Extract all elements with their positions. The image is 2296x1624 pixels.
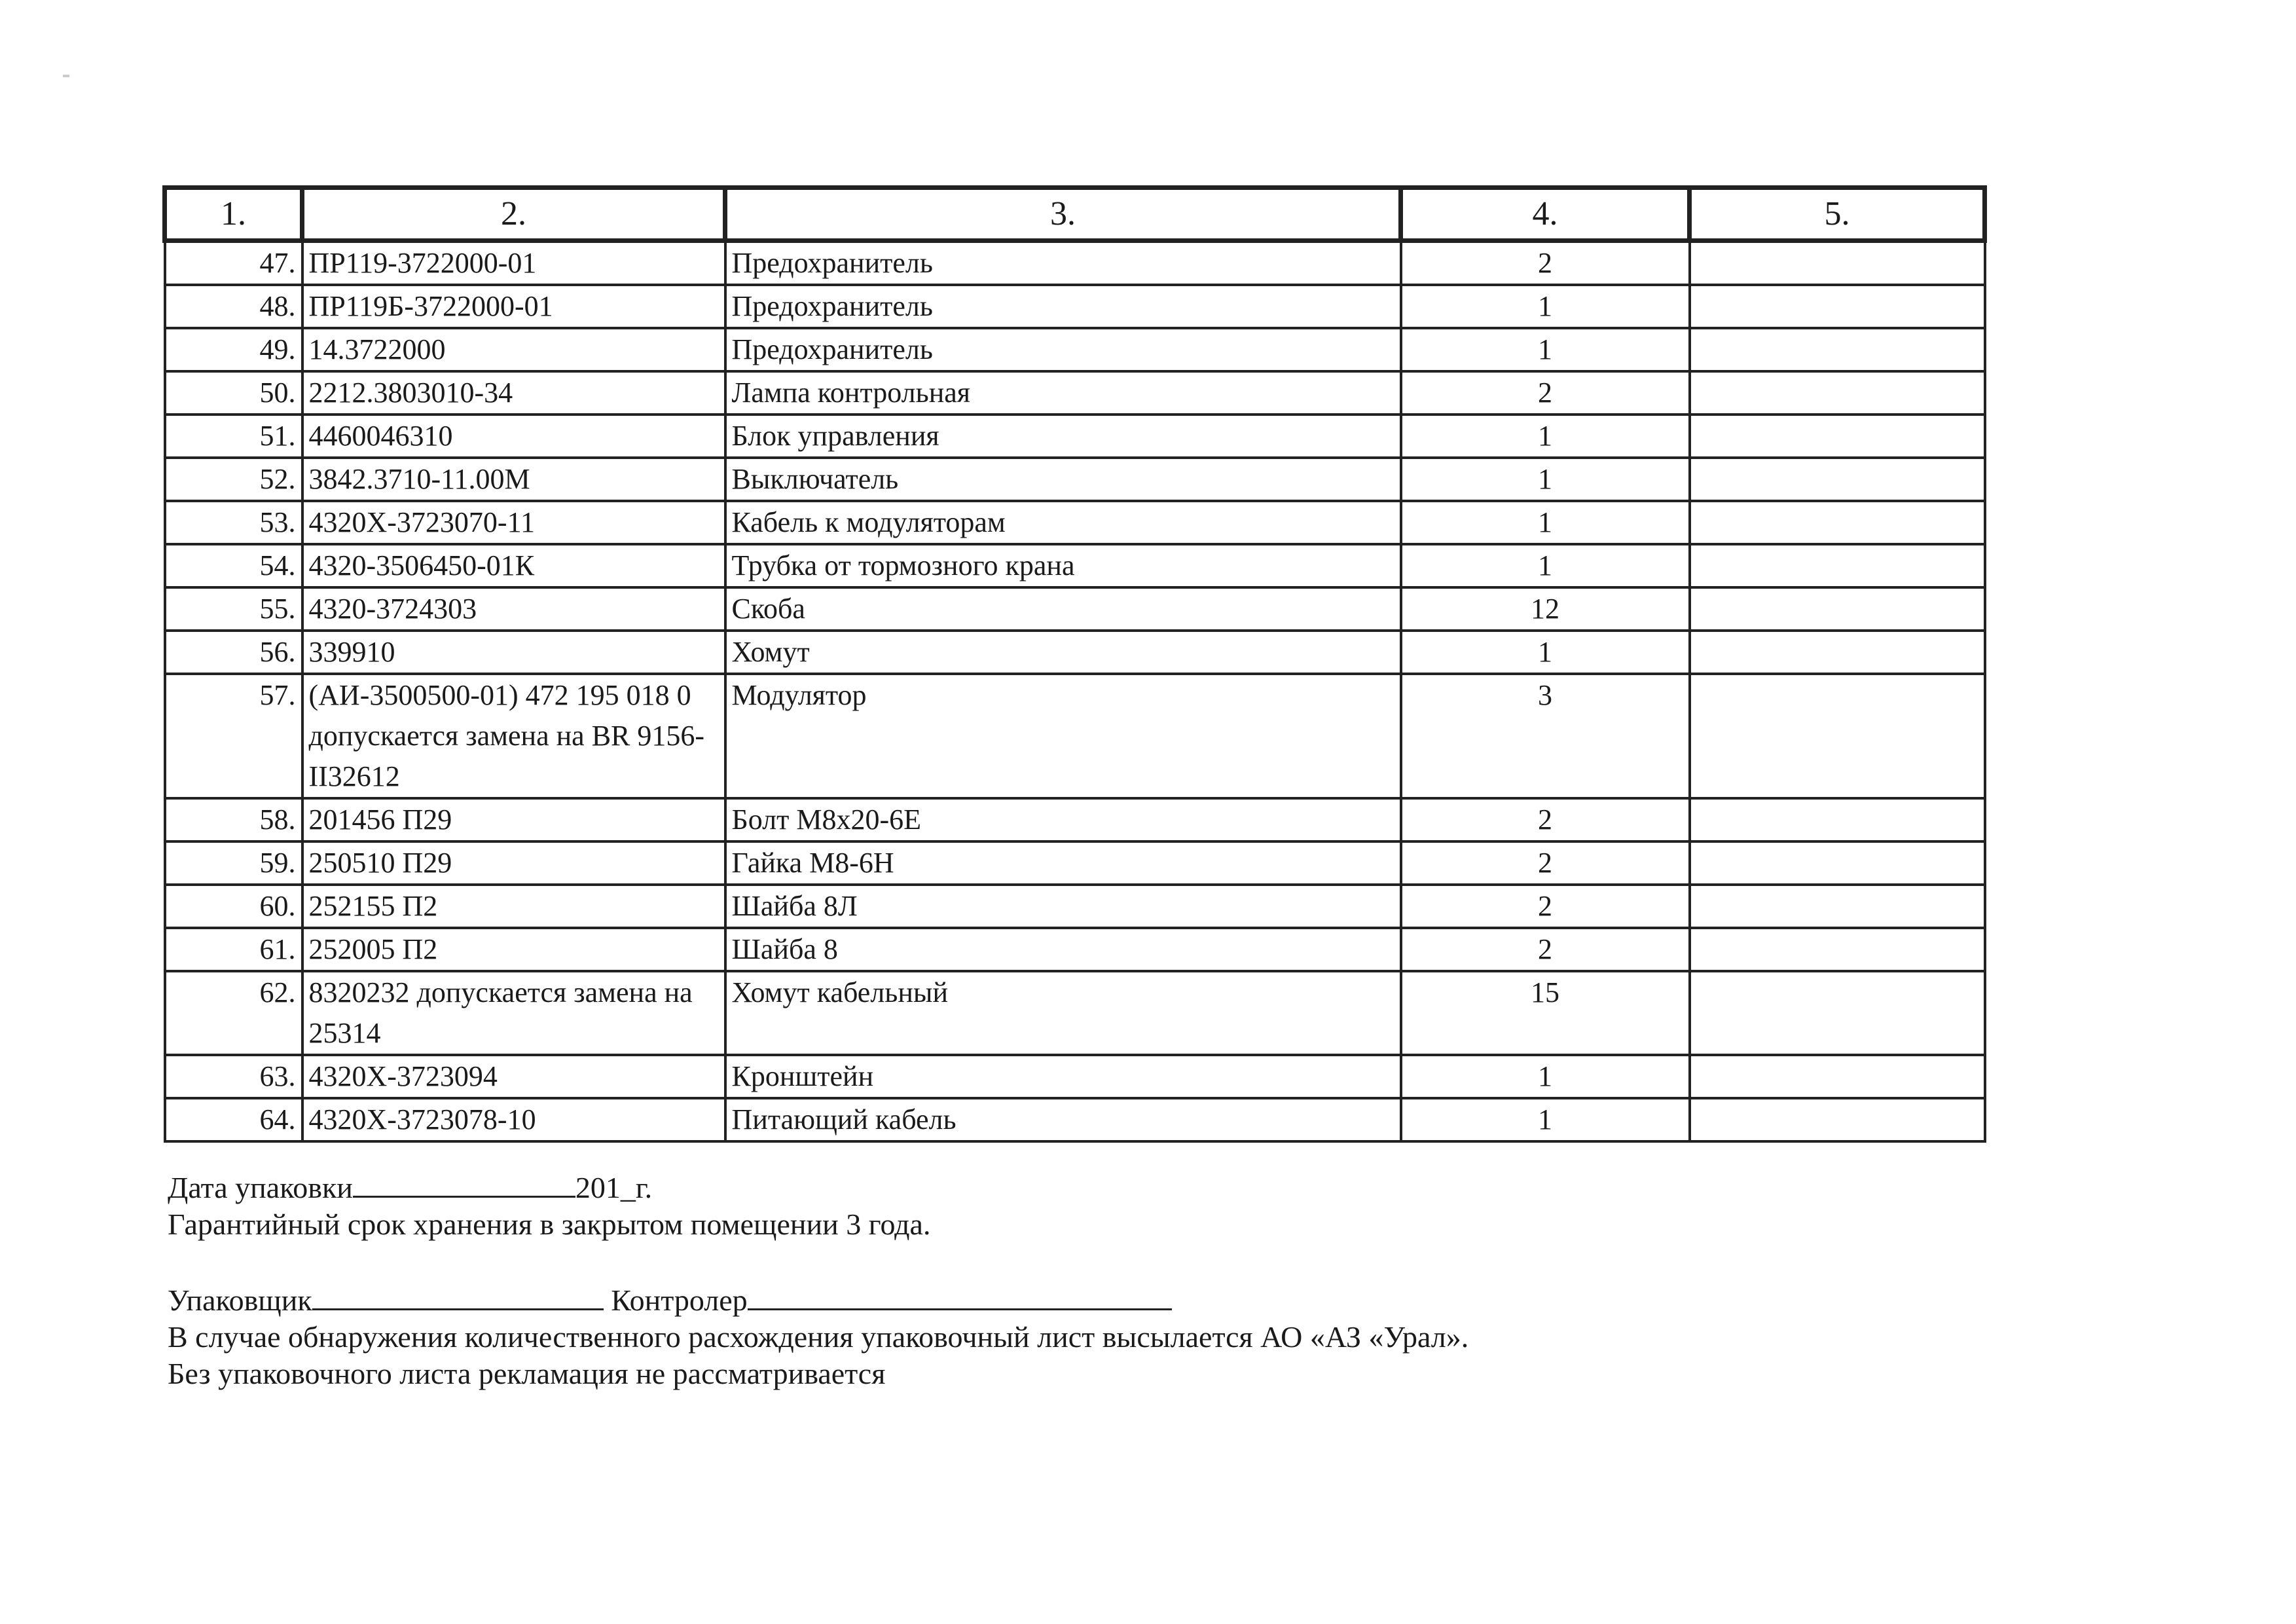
controller-blank — [748, 1280, 1172, 1310]
table-row — [165, 841, 1985, 885]
part-code: 4460046310 — [302, 415, 725, 458]
part-name: Болт М8х20-6Е — [725, 798, 1401, 841]
part-name: Скоба — [725, 587, 1401, 631]
part-name: Лампа контрольная — [725, 371, 1401, 415]
quantity: 2 — [1401, 798, 1690, 841]
table-row — [165, 971, 1985, 1055]
row-number: 48. — [165, 285, 302, 328]
row-number: 51. — [165, 415, 302, 458]
signature-line — [168, 1280, 1468, 1319]
table-row — [165, 328, 1985, 371]
table-row — [165, 501, 1985, 544]
part-code: 4320Х-3723078-10 — [302, 1098, 725, 1141]
notes-cell — [1690, 674, 1985, 798]
quantity: 3 — [1401, 674, 1690, 798]
part-name: Предохранитель — [725, 285, 1401, 328]
table-row — [165, 885, 1985, 928]
quantity: 1 — [1401, 1055, 1690, 1098]
notes-cell — [1690, 328, 1985, 371]
quantity: 1 — [1401, 458, 1690, 501]
table-row — [165, 415, 1985, 458]
quantity: 2 — [1401, 371, 1690, 415]
table-row — [165, 458, 1985, 501]
controller-label: Контролер — [611, 1283, 748, 1317]
notes-cell — [1690, 1055, 1985, 1098]
table-row — [165, 1055, 1985, 1098]
part-name: Шайба 8 — [725, 928, 1401, 971]
part-code: 250510 П29 — [302, 841, 725, 885]
table-row — [165, 674, 1985, 798]
no-list-note: Без упаковочного листа рекламация не рассматривается — [168, 1357, 886, 1390]
part-code: 8320232 допускается замена на 25314 — [302, 971, 725, 1055]
part-name: Блок управления — [725, 415, 1401, 458]
row-number: 49. — [165, 328, 302, 371]
table-row — [165, 371, 1985, 415]
quantity: 1 — [1401, 328, 1690, 371]
row-number: 55. — [165, 587, 302, 631]
table-row — [165, 1098, 1985, 1141]
part-name: Предохранитель — [725, 328, 1401, 371]
part-code: 2212.3803010-34 — [302, 371, 725, 415]
quantity: 1 — [1401, 631, 1690, 674]
warranty-text: Гарантийный срок хранения в закрытом помещении 3 года. — [168, 1208, 931, 1241]
packing-list-table — [162, 185, 1987, 1143]
notes-cell — [1690, 501, 1985, 544]
notes-cell — [1690, 971, 1985, 1055]
part-code: 4320Х-3723094 — [302, 1055, 725, 1098]
quantity: 1 — [1401, 415, 1690, 458]
quantity: 1 — [1401, 285, 1690, 328]
header-col-4: 4. — [1401, 188, 1690, 241]
notes-cell — [1690, 631, 1985, 674]
row-number: 59. — [165, 841, 302, 885]
row-number: 56. — [165, 631, 302, 674]
part-code: 339910 — [302, 631, 725, 674]
quantity: 2 — [1401, 928, 1690, 971]
part-code: 14.3722000 — [302, 328, 725, 371]
packer-blank — [312, 1280, 604, 1310]
quantity: 2 — [1401, 885, 1690, 928]
table-row — [165, 928, 1985, 971]
table-row — [165, 544, 1985, 587]
table-row — [165, 798, 1985, 841]
footer-notes — [168, 1167, 1468, 1392]
part-name: Хомут кабельный — [725, 971, 1401, 1055]
notes-cell — [1690, 798, 1985, 841]
notes-cell — [1690, 371, 1985, 415]
pack-date-blank — [353, 1167, 575, 1198]
row-number: 54. — [165, 544, 302, 587]
part-name: Предохранитель — [725, 241, 1401, 286]
table-row — [165, 631, 1985, 674]
row-number: 63. — [165, 1055, 302, 1098]
table-row — [165, 241, 1985, 286]
row-number: 61. — [165, 928, 302, 971]
part-name: Кабель к модуляторам — [725, 501, 1401, 544]
pack-date-label: Дата упаковки — [168, 1171, 353, 1204]
quantity: 1 — [1401, 1098, 1690, 1141]
part-name: Питающий кабель — [725, 1098, 1401, 1141]
part-code: 4320Х-3723070-11 — [302, 501, 725, 544]
notes-cell — [1690, 841, 1985, 885]
row-number: 62. — [165, 971, 302, 1055]
part-name: Шайба 8Л — [725, 885, 1401, 928]
header-col-2: 2. — [302, 188, 725, 241]
notes-cell — [1690, 885, 1985, 928]
header-col-5: 5. — [1690, 188, 1985, 241]
part-name: Трубка от тормозного крана — [725, 544, 1401, 587]
quantity: 12 — [1401, 587, 1690, 631]
discrepancy-note: В случае обнаружения количественного расхождения упаковочный лист высылается АО «АЗ «Урал». — [168, 1320, 1469, 1354]
notes-cell — [1690, 285, 1985, 328]
quantity: 1 — [1401, 544, 1690, 587]
part-code: 3842.3710-11.00М — [302, 458, 725, 501]
row-number: 52. — [165, 458, 302, 501]
notes-cell — [1690, 544, 1985, 587]
row-number: 60. — [165, 885, 302, 928]
part-code: 4320-3724303 — [302, 587, 725, 631]
part-code: ПР119Б-3722000-01 — [302, 285, 725, 328]
notes-cell — [1690, 458, 1985, 501]
quantity: 2 — [1401, 841, 1690, 885]
part-code: 252155 П2 — [302, 885, 725, 928]
row-number: 58. — [165, 798, 302, 841]
part-code: ПР119-3722000-01 — [302, 241, 725, 286]
part-name: Модулятор — [725, 674, 1401, 798]
notes-cell — [1690, 415, 1985, 458]
row-number: 53. — [165, 501, 302, 544]
quantity: 1 — [1401, 501, 1690, 544]
quantity: 15 — [1401, 971, 1690, 1055]
row-number: 64. — [165, 1098, 302, 1141]
quantity: 2 — [1401, 241, 1690, 286]
row-number: 47. — [165, 241, 302, 286]
part-code: 252005 П2 — [302, 928, 725, 971]
notes-cell — [1690, 1098, 1985, 1141]
notes-cell — [1690, 928, 1985, 971]
packing-list-sheet — [162, 185, 1982, 1143]
row-number: 50. — [165, 371, 302, 415]
pack-date-suffix: 201_г. — [575, 1171, 653, 1204]
part-name: Кронштейн — [725, 1055, 1401, 1098]
notes-cell — [1690, 241, 1985, 286]
part-name: Хомут — [725, 631, 1401, 674]
table-body — [165, 241, 1985, 1142]
header-col-3: 3. — [725, 188, 1401, 241]
part-name: Выключатель — [725, 458, 1401, 501]
row-number: 57. — [165, 674, 302, 798]
packer-label: Упаковщик — [168, 1283, 312, 1317]
part-code: 4320-3506450-01К — [302, 544, 725, 587]
pack-date-line — [168, 1167, 1468, 1206]
part-code: (АИ-3500500-01) 472 195 018 0 допускается замена на BR 9156-II32612 — [302, 674, 725, 798]
table-header-row — [165, 188, 1985, 241]
scan-speck — [63, 75, 69, 77]
part-code: 201456 П29 — [302, 798, 725, 841]
part-name: Гайка М8-6Н — [725, 841, 1401, 885]
header-col-1: 1. — [165, 188, 302, 241]
notes-cell — [1690, 587, 1985, 631]
table-row — [165, 285, 1985, 328]
table-row — [165, 587, 1985, 631]
